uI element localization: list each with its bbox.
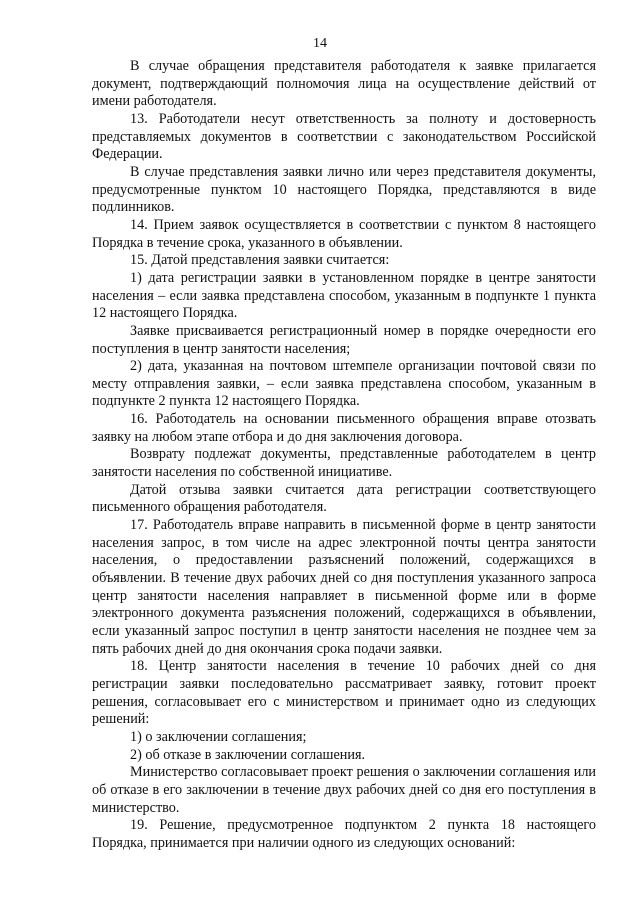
paragraph: Возврату подлежат документы, представленные работодателем в центр занятости населения по собственной инициативе. [92,446,596,481]
paragraph: 1) дата регистрации заявки в установленном порядке в центре занятости населения – если заявка представлена способом, указанным в подпункте 1 пункта 12 настоящего Порядка. [92,269,596,322]
document-body [92,58,596,853]
paragraph: 2) об отказе в заключении соглашения. [130,746,366,763]
paragraph: Заявке присваивается регистрационный номер в порядке очередности его поступления в центр занятости населения; [92,322,596,357]
paragraph: 13. Работодатели несут ответственность за полноту и достоверность представляемых документов в соответствии с законодательством Российской Федерации. [92,110,596,163]
paragraph: 16. Работодатель на основании письменного обращения вправе отозвать заявку на любом этапе отбора и до дня заключения договора. [92,411,596,445]
paragraph: 17. Работодатель вправе направить в письменной форме в центр занятости населения запрос, в том числе на адрес электронной почты центра занятости населения, о предоставлении разъяснений положений, содержащихся в объявлении. В течение двух рабочих дней со дня поступления указанного запроса центр занятости населения направляет в письменной форме или в форме электронного документа разъяснения положений, содержащихся в объявлении, если указанный запрос поступил в центр занятости населения не позднее чем за пять рабочих дней до дня окончания срока подачи заявки. [92,517,596,657]
paragraph: Датой отзыва заявки считается дата регистрации соответствующего письменного обращения работодателя. [92,481,596,516]
paragraph: 18. Центр занятости населения в течение 10 рабочих дней со дня регистрации заявки последовательно рассматривает заявку, готовит проект решения, согласовывает его с министерством и принимает одно из следующих решений: [92,658,596,728]
paragraph: 15. Датой представления заявки считается: [130,252,390,269]
paragraph: В случае обращения представителя работодателя к заявке прилагается документ, подтверждающий полномочия лица на осуществление действий от имени работодателя. [92,58,596,110]
paragraph: 1) о заключении соглашения; [130,728,307,745]
page-number: 14 [313,36,327,51]
paragraph: Министерство согласовывает проект решения о заключении соглашения или об отказе в его заключении в течение двух рабочих дней со дня его поступления в министерство. [92,764,596,816]
paragraph: 14. Прием заявок осуществляется в соответствии с пунктом 8 настоящего Порядка в течение срока, указанного в объявлении. [92,216,596,251]
paragraph: В случае представления заявки лично или через представителя документы, предусмотренные пунктом 10 настоящего Порядка, представляются в виде подлинников. [92,163,596,216]
paragraph: 2) дата, указанная на почтовом штемпеле организации почтовой связи по месту отправления заявки, – если заявка представлена способом, указанным в подпункте 2 пункта 12 настоящего Порядка. [92,358,596,410]
paragraph: 19. Решение, предусмотренное подпунктом 2 пункта 18 настоящего Порядка, принимается при наличии одного из следующих оснований: [92,817,596,851]
